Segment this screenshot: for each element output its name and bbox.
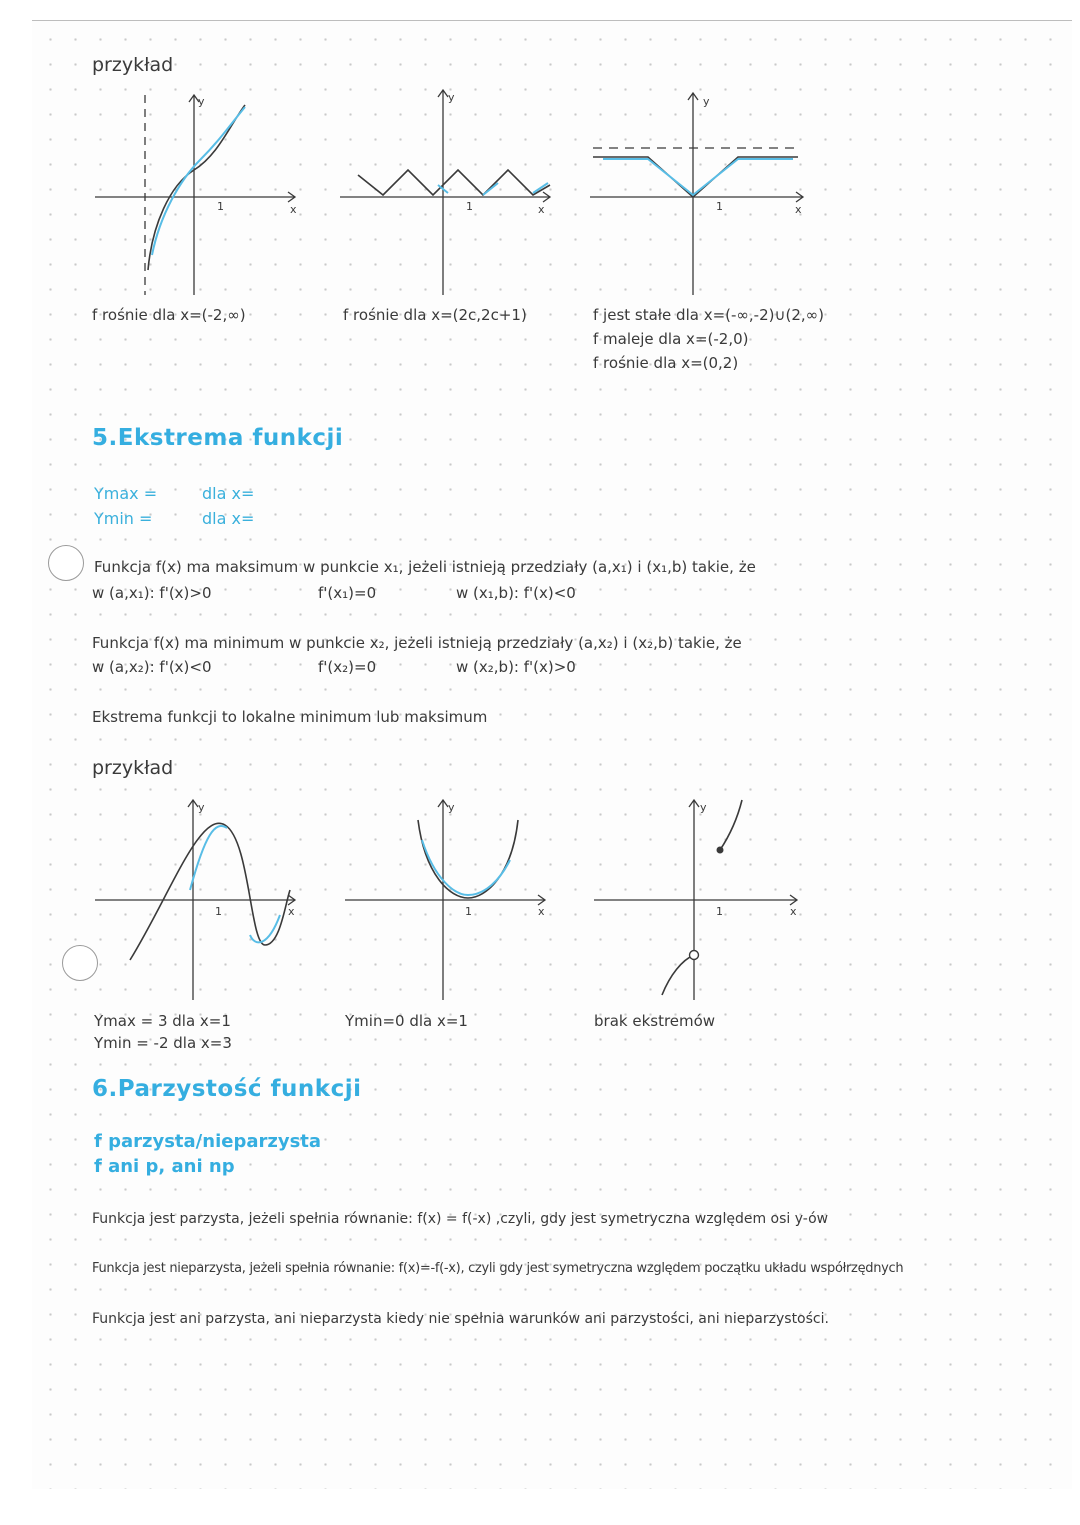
- caption-const-line1: f jest stałe dla x=(-∞,-2)∪(2,∞): [593, 306, 824, 324]
- svg-text:y: y: [700, 801, 707, 814]
- ymax-dla: dla x=: [202, 484, 255, 503]
- odd-definition: Funkcja jest nieparzysta, jeżeli spełnia równanie: f(x)=-f(-x), czyli gdy jest symetryczna względem początku układu współrzędnych: [92, 1261, 904, 1276]
- graph-no-extrema: [592, 795, 807, 1010]
- even-definition: Funkcja jest parzysta, jeżeli spełnia równanie: f(x) = f(-x) ,czyli, gdy jest symetryczna względem osi y-ów: [92, 1211, 829, 1227]
- ymax-label: Ymax =: [94, 484, 158, 503]
- svg-text:x: x: [790, 905, 797, 918]
- svg-text:x: x: [795, 203, 802, 216]
- max-definition: Funkcja f(x) ma maksimum w punkcie x₁, jeżeli istnieją przedziały (a,x₁) i (x₁,b) takie, że: [94, 558, 756, 576]
- example3: brak ekstremów: [594, 1012, 716, 1030]
- example2: Ymin=0 dla x=1: [345, 1012, 468, 1030]
- svg-text:1: 1: [465, 905, 472, 918]
- graph-increasing: [90, 85, 305, 300]
- svg-text:y: y: [703, 95, 710, 108]
- ymin-label: Ymin =: [94, 509, 153, 528]
- svg-text:x: x: [288, 905, 295, 918]
- svg-text:y: y: [448, 91, 455, 104]
- min-cond-3: w (x₂,b): f'(x)>0: [456, 658, 576, 676]
- example1-line1: Ymax = 3 dla x=1: [94, 1012, 231, 1030]
- section-5-title: 5.Ekstrema funkcji: [92, 425, 344, 451]
- section6-line2: f ani p, ani np: [94, 1156, 235, 1177]
- svg-text:y: y: [198, 95, 205, 108]
- svg-text:x: x: [290, 203, 297, 216]
- example-label-2: przykład: [92, 757, 174, 779]
- section-6-title: 6.Parzystość funkcji: [92, 1076, 362, 1102]
- min-cond-2: f'(x₂)=0: [318, 658, 377, 676]
- graph-zigzag: [338, 85, 558, 300]
- example1-line2: Ymin = -2 dla x=3: [94, 1034, 232, 1052]
- svg-text:y: y: [448, 801, 455, 814]
- section6-line1: f parzysta/nieparzysta: [94, 1131, 322, 1152]
- example-label: przykład: [92, 54, 174, 76]
- punch-hole: [48, 545, 84, 581]
- extrema-summary: Ekstrema funkcji to lokalne minimum lub maksimum: [92, 708, 488, 726]
- max-cond-1: w (a,x₁): f'(x)>0: [92, 584, 212, 602]
- max-cond-3: w (x₁,b): f'(x)<0: [456, 584, 576, 602]
- svg-text:1: 1: [215, 905, 222, 918]
- caption-const-line2: f maleje dla x=(-2,0): [593, 330, 749, 348]
- graph-parabola: [340, 795, 555, 1010]
- neither-definition: Funkcja jest ani parzysta, ani nieparzysta kiedy nie spełnia warunków ani parzystości, ani nieparzystości.: [92, 1311, 829, 1327]
- graph-const-dec-inc: [588, 85, 813, 300]
- min-definition: Funkcja f(x) ma minimum w punkcie x₂, jeżeli istnieją przedziały (a,x₂) i (x₂,b) takie, że: [92, 634, 742, 652]
- caption-zigzag: f rośnie dla x=(2c,2c+1): [343, 306, 527, 324]
- caption-increasing: f rośnie dla x=(-2,∞): [92, 306, 246, 324]
- min-cond-1: w (a,x₂): f'(x)<0: [92, 658, 212, 676]
- caption-const-line3: f rośnie dla x=(0,2): [593, 354, 739, 372]
- svg-text:y: y: [198, 801, 205, 814]
- max-cond-2: f'(x₁)=0: [318, 584, 377, 602]
- svg-text:1: 1: [716, 200, 723, 213]
- svg-text:x: x: [538, 203, 545, 216]
- svg-text:x: x: [538, 905, 545, 918]
- svg-text:1: 1: [217, 200, 224, 213]
- svg-text:1: 1: [466, 200, 473, 213]
- svg-text:1: 1: [716, 905, 723, 918]
- graph-sine-extrema: [90, 795, 305, 1010]
- ymin-dla: dla x=: [202, 509, 255, 528]
